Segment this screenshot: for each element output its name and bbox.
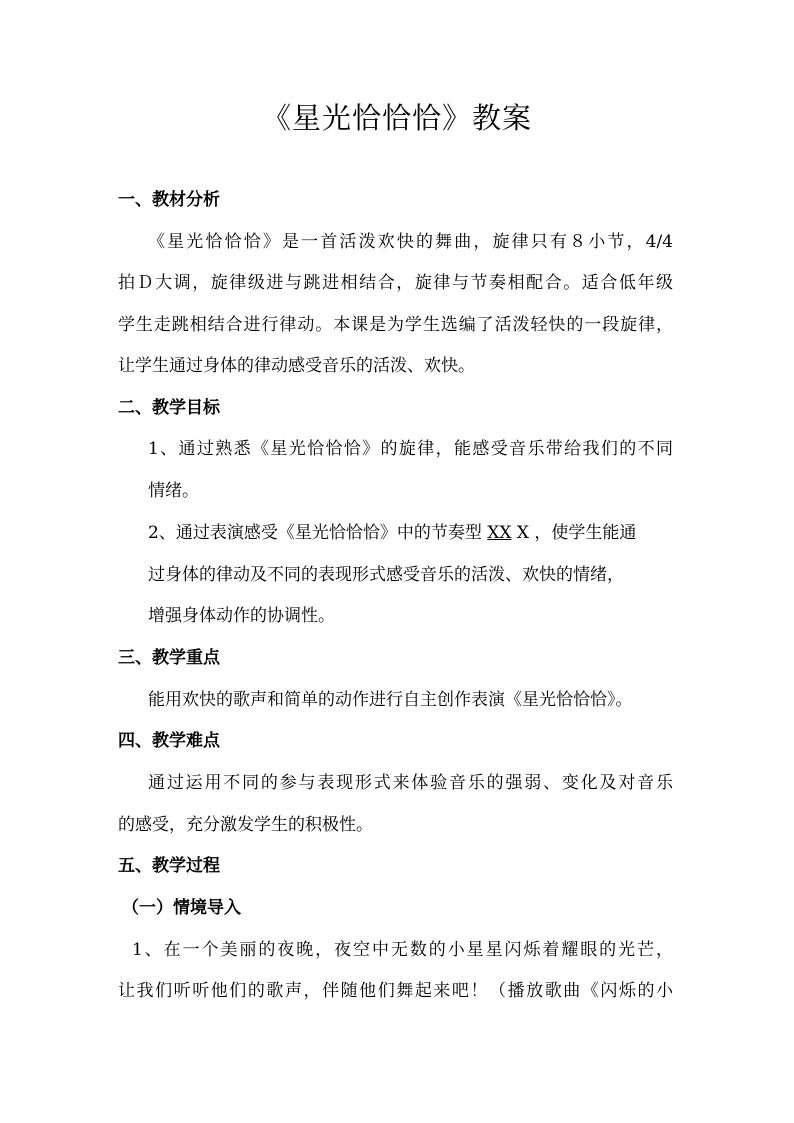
subheading-scenario-intro: （一）情境导入 [122, 898, 241, 918]
objective-line: 1、通过熟悉《星光恰恰恰》的旋律，能感受音乐带给我们的不同 [148, 439, 673, 459]
section-heading-teaching-process: 五、教学过程 [118, 856, 220, 876]
paragraph-line: 学生走跳相结合进行律动。本课是为学生选编了活泼轻快的一段旋律， [118, 315, 673, 335]
paragraph-line: 让我们听听他们的歌声，伴随他们舞起来吧！（播放歌曲《闪烁的小 [118, 981, 673, 1001]
paragraph-line: 能用欢快的歌声和简单的动作进行自主创作表演《星光恰恰恰》。 [148, 690, 633, 710]
section-heading-key-points: 三、教学重点 [118, 648, 220, 668]
objective-line-rhythm [148, 521, 673, 545]
paragraph-line: 拍Ｄ大调，旋律级进与跳进相结合，旋律与节奏相配合。适合低年级 [118, 273, 673, 293]
objective-line: 情绪。 [148, 481, 199, 501]
page-title: 《星光恰恰恰》教案 [261, 101, 532, 135]
objective-text-after: X ，使学生能通 [516, 523, 637, 543]
objective-line: 过身体的律动及不同的表现形式感受音乐的活泼、欢快的情绪， [148, 565, 624, 585]
objective-line: 增强身体动作的协调性。 [148, 606, 335, 626]
paragraph-line: 1、在一个美丽的夜晚，夜空中无数的小星星闪烁着耀眼的光芒， [132, 940, 673, 960]
paragraph-line: 通过运用不同的参与表现形式来体验音乐的强弱、变化及对音乐 [148, 773, 673, 793]
section-heading-difficulties: 四、教学难点 [118, 731, 220, 751]
paragraph-line: 《星光恰恰恰》是一首活泼欢快的舞曲，旋律只有８小节，4/4 [148, 232, 673, 252]
rhythm-pattern-underlined: XX [487, 523, 512, 543]
objective-text-before: 2、通过表演感受《星光恰恰恰》中的节奏型 [148, 523, 482, 543]
paragraph-line: 的感受，充分激发学生的积极性。 [118, 815, 373, 835]
section-heading-teaching-objectives: 二、教学目标 [118, 398, 220, 418]
paragraph-line: 让学生通过身体的律动感受音乐的活泼、欢快。 [118, 356, 475, 376]
section-heading-teaching-material-analysis: 一、教材分析 [118, 190, 220, 210]
